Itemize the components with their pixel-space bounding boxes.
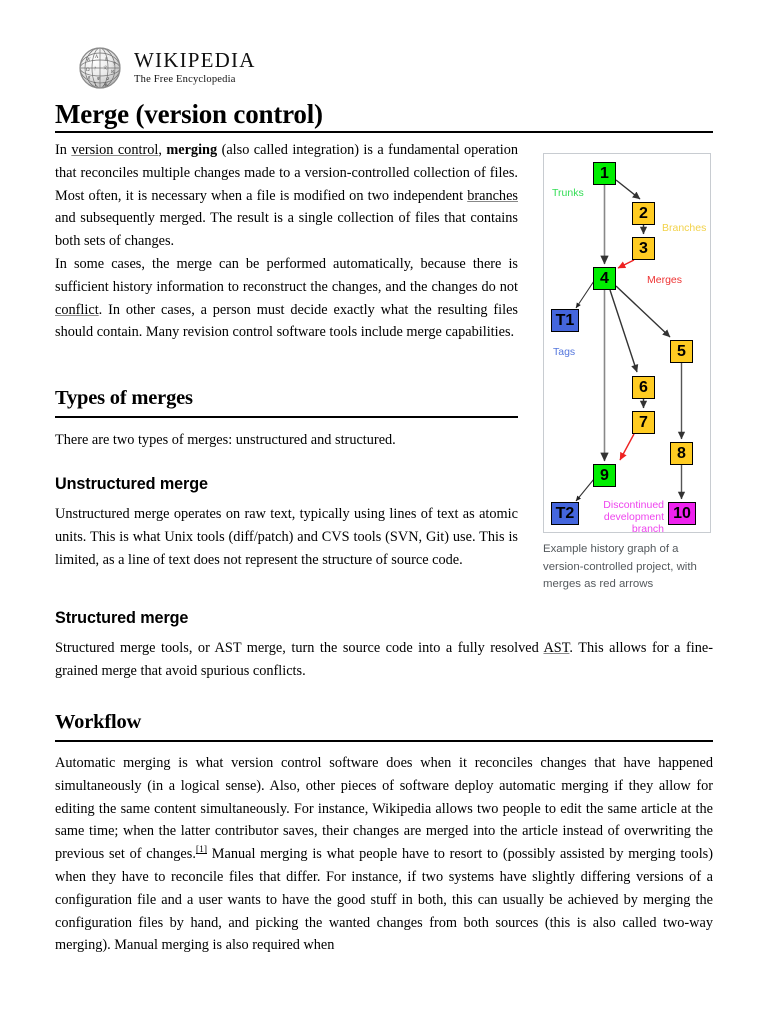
disc-line-1: Discontinued [603,499,664,511]
workflow-post: Manual merging is what people have to resort to (possibly assisted by merging tools) when they have to reconcile files that differ. For instance, if two systems have slightly differing versions of a configuration file and a user wants to have the good stuff in both, this can usually be achieved by merging the configuration files by hand, and picking the wanted changes from both sources (this is also called two-way merging). Manual merging is also required when [55,846,714,954]
figure-history-graph [543,153,713,594]
lead-p2-post: . In other cases, a person must decide exactly what the resulting files should contain. Many revision control software tools include merge capabilities. [55,301,518,341]
graph-node-7: 7 [632,411,655,434]
heading-workflow: Workflow [55,711,142,733]
structured-merge-text [55,637,713,683]
graph-node-4: 4 [593,267,616,290]
wikipedia-globe-icon [78,46,122,90]
structured-pre: Structured merge tools, or AST merge, turn the source code into a fully resolved [55,640,544,656]
svg-text:ᚠ: ᚠ [94,67,97,72]
lead-p1-pre: In [55,142,72,158]
svg-text:A: A [95,55,99,60]
figure-image[interactable] [543,153,711,533]
lead-paragraph-1 [55,139,518,253]
link-version-control[interactable]: version control [71,142,159,158]
svg-text:я: я [105,57,108,62]
types-of-merges-intro: There are two types of merges: unstructured and structured. [55,432,396,448]
link-conflict[interactable]: conflict [55,301,99,318]
figure-caption: Example history graph of a version-controlled project, with merges as red arrows [543,543,697,590]
heading-types-of-merges: Types of merges [55,387,193,409]
wordmark-tagline: The Free Encyclopedia [134,74,236,86]
svg-text:ウ: ウ [112,62,117,67]
unstructured-merge-text-container [55,503,518,571]
structured-merge-text-container [55,637,713,683]
lead-p1-mid2: (also called integration) is a fundamental operation that reconciles multiple changes made to a version-controlled collection of files. Most often, it is necessary when a file is modified on two independent [55,142,518,204]
svg-text:क: क [97,77,101,82]
graph-label-merges: Merges [647,274,683,286]
subsection-unstructured-merge [55,475,518,494]
reference-marker-1[interactable] [196,845,207,855]
wordmark-main: WIKIPEDIA [134,48,256,73]
structured-post: . This allows for a fine-grained merge that avoid spurious conflicts. [55,640,714,679]
section-types-of-merges [55,387,518,418]
link-ast[interactable]: AST [543,640,570,656]
heading-structured-merge: Structured merge [55,609,189,627]
lead-p1-mid1: , [158,142,167,158]
graph-label-trunks: Trunks [552,187,584,199]
graph-label-discontinued [594,499,664,533]
reference-link-1[interactable]: [1] [195,845,207,856]
lead-paragraph-2 [55,253,518,344]
svg-text:文: 文 [103,66,108,71]
graph-node-9: 9 [593,464,616,487]
graph-node-8: 8 [670,442,693,465]
unstructured-merge-text: Unstructured merge operates on raw text, typically using lines of text as atomic units. This is what Unix tools (diff/patch) and CVS tools (SVN, Git) use. This is limited, as a line of text does not represent the structure of source code. [55,506,518,568]
svg-text:ي: ي [106,76,110,81]
graph-node-2: 2 [632,202,655,225]
graph-label-branches: Branches [662,222,707,234]
types-of-merges-intro-container [55,429,518,452]
section-workflow [55,711,713,742]
graph-node-5: 5 [670,340,693,363]
svg-text:ไ: ไ [94,83,97,88]
graph-node-6: 6 [632,376,655,399]
lead-term-merging: merging [166,142,218,158]
link-branches[interactable]: branches [467,187,518,204]
graph-node-3: 3 [632,237,655,260]
svg-text:W: W [86,58,91,63]
section-divider [55,416,518,418]
svg-text:Ω: Ω [86,68,90,73]
graph-node-t1: T1 [551,309,579,332]
svg-text:ह: ह [88,76,91,81]
subsection-structured-merge [55,609,713,628]
graph-node-10: 10 [668,502,696,525]
svg-text:ℵ: ℵ [111,70,115,75]
workflow-paragraph [55,752,713,957]
lead-paragraph-1-container [55,139,518,253]
graph-label-tags: Tags [553,346,576,358]
section-divider-workflow [55,740,713,742]
disc-line-3: branch [631,523,664,533]
wikipedia-wordmark [134,50,256,86]
graph-node-1: 1 [593,162,616,185]
lead-paragraph-2-container [55,253,518,344]
lead-p2-pre: In some cases, the merge can be performed automatically, because there is sufficient history information to reconstruct the changes, and the changes do not [55,256,518,295]
wikipedia-masthead [78,46,256,90]
page-title: Merge (version control) [55,99,323,129]
graph-node-t2: T2 [551,502,579,525]
lead-p1-post: and subsequently merged. The result is a single collection of files that contains both sets of changes. [55,210,518,250]
disc-line-2: development [603,511,664,523]
title-divider [55,131,713,133]
heading-unstructured-merge: Unstructured merge [55,475,208,493]
svg-text:Ж: Ж [103,83,108,88]
workflow-text-container [55,752,713,957]
workflow-pre: Automatic merging is what version control software does when it reconciles changes that have happened simultaneously (in a logical sense). Also, other pieces of software deploy automatic merging if they allow for editing the same content simultaneously. For instance, Wikipedia allows two people to edit the same article at the same time; when the latter contributor saves, their changes are merged into the article instead of overwriting the previous set of changes. [55,755,713,863]
